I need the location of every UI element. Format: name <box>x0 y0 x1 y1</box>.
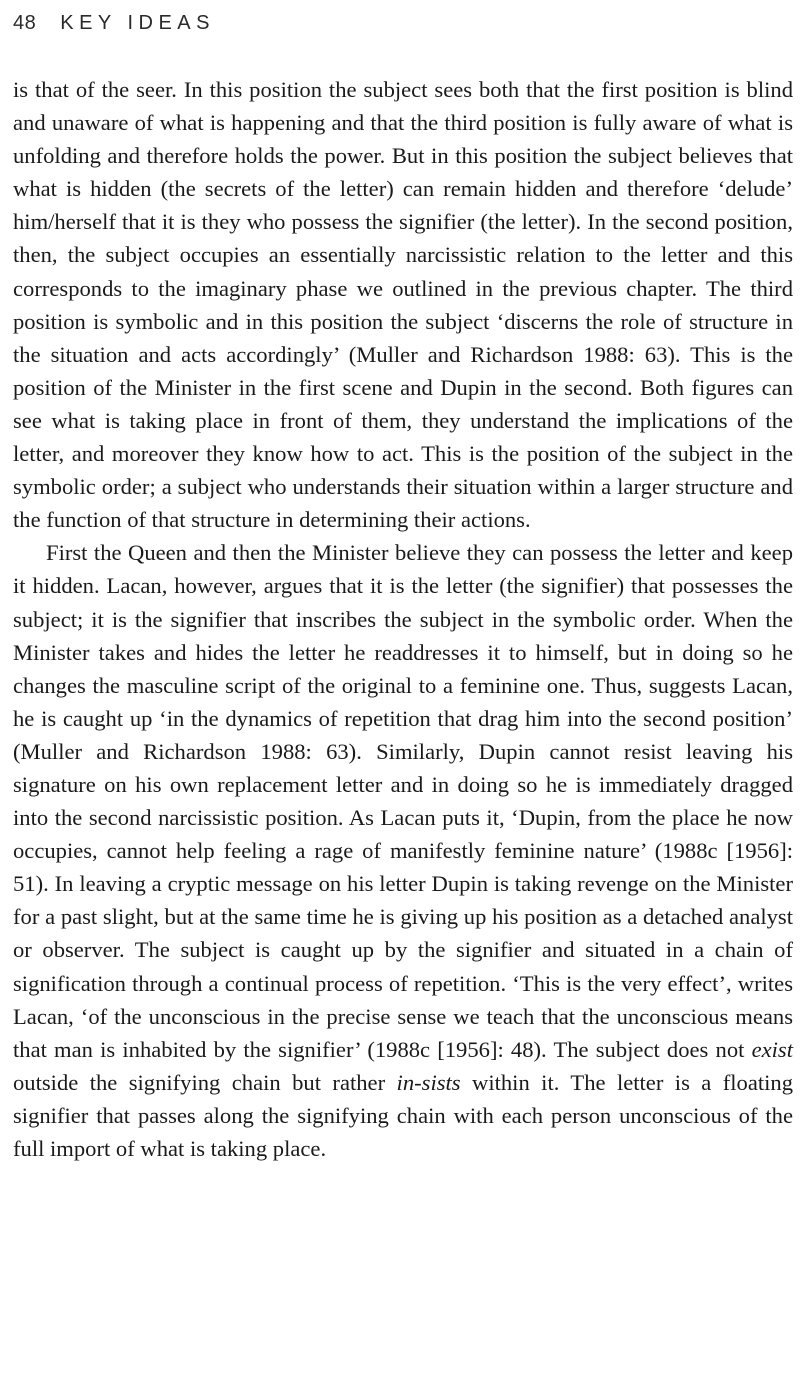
running-title: KEY IDEAS <box>60 12 215 34</box>
paragraph-2-text-2: outside the signifying chain but rather <box>13 1069 386 1095</box>
body-text <box>13 73 793 1165</box>
page-number: 48 <box>13 12 37 34</box>
italic-in-sists: in-sists <box>396 1069 461 1095</box>
paragraph-1: is that of the seer. In this position the subject sees both that the first position is blind and unaware of what is happening and that the third position is fully aware of what is unfolding and therefore holds the power. But in this position the subject believes that what is hidden (the secrets of the letter) can remain hidden and therefore ‘delude’ him/herself that it is they who possess the signifier (the letter). In the second position, then, the subject occupies an essentially narcissistic relation to the letter and this corresponds to the imaginary phase we outlined in the previous chapter. The third position is symbolic and in this position the subject ‘discerns the role of structure in the situation and acts accordingly’ (Muller and Richardson 1988: 63). This is the position of the Minister in the first scene and Dupin in the second. Both figures can see what is taking place in front of them, they understand the implications of the letter, and moreover they know how to act. This is the position of the subject in the symbolic order; a subject who understands their situation within a larger structure and the function of that structure in determining their actions. <box>13 77 793 533</box>
paragraph-2-text-1: First the Queen and then the Minister believe they can possess the letter and keep it hidden. Lacan, however, argues that it is the letter (the signifier) that possesses the subject; it is the signifier that inscribes the subject in the symbolic order. When the Minister takes and hides the letter he readdresses it to himself, but in doing so he changes the masculine script of the original to a feminine one. Thus, suggests Lacan, he is caught up ‘in the dynamics of repetition that drag him into the second position’ (Muller and Richardson 1988: 63). Similarly, Dupin cannot resist leaving his signature on his own replacement letter and in doing so he is immediately dragged into the second narcissistic position. As Lacan puts it, ‘Dupin, from the place he now occupies, cannot help feeling a rage of manifestly feminine nature’ (1988c [1956]: 51). In leaving a cryptic message on his letter Dupin is taking revenge on the Minister for a past slight, but at the same time he is giving up his position as a detached analyst or observer. The subject is caught up by the signifier and situated in a chain of signification through a continual process of repetition. ‘This is the very effect’, writes Lacan, ‘of the unconscious in the precise sense we teach that the unconscious means that man is inhabited by the signifier’ (1988c [1956]: 48). The subject does not <box>13 540 793 1062</box>
paragraph-2-text-3: within it. The letter is a floating signifier that passes along the signifying chain with each person unconscious of the full import of what is taking place. <box>13 1069 794 1161</box>
running-header <box>13 12 215 35</box>
paragraph-2 <box>13 536 793 1165</box>
italic-exist: exist <box>751 1036 793 1062</box>
